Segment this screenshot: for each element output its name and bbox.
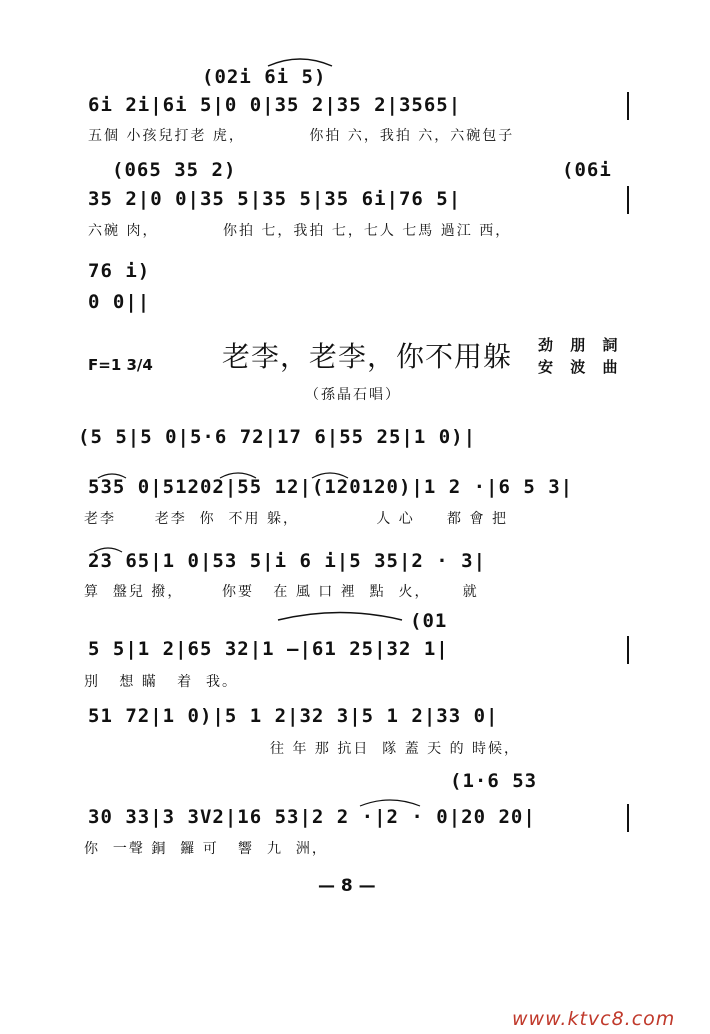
composer-credit: 安 波 曲 [538,358,624,376]
lyric-row-8: 往 年 那 抗日 隊 蓋 天 的 時候， [270,741,521,757]
notation-row-4: (5 5|5 0|5·6 72|17 6|55 25|1 0)| [78,426,477,448]
barline [627,804,629,832]
lyric-row-5: 老李 老李 你 不用 躲， 人 心 都 會 把 [84,511,508,527]
intro-phrase-4: (01 [410,610,448,632]
notation-row-7: 5 5|1 2|65 32|1 —|61 25|32 1| [88,638,449,660]
key-signature: F=1 3/4 [88,356,153,374]
lyricist-credit: 劲 朋 詞 [538,336,624,354]
notation-row-8: 51 72|1 0)|5 1 2|32 3|5 1 2|33 0| [88,705,499,727]
lyric-row-2: 六碗 肉， 你拍 七，我拍 七，七人 七馬 過江 西， [88,223,512,239]
barline [627,186,629,214]
notation-row-3: 76 i) [88,260,151,282]
intro-phrase-2: (065 35 2) [112,159,237,181]
lyric-row-9: 你 一聲 銅 鑼 可 響 九 洲， [84,841,328,857]
notation-row-1: 6i 2i|6i 5|0 0|35 2|35 2|3565| [88,94,462,116]
barline [627,636,629,664]
lyric-row-7: 別 想 瞞 着 我。 [84,674,239,690]
notation-row-9: 30 33|3 3V2|16 53|2 2 ·|2 · 0|20 20| [88,806,536,828]
notation-row-2: 35 2|0 0|35 5|35 5|35 6i|76 5| [88,188,462,210]
song-title: 老李，老李，你不用躲 [222,340,513,373]
singer-credit: （孫晶石唱） [305,387,401,403]
barline [627,92,629,120]
notation-row-5: 535 0|51202|55 12|(120120)|1 2 ·|6 5 3| [88,476,574,498]
ending-rest: 0 0|| [88,291,151,313]
lyric-row-6: 算 盤兒 撥， 你要 在 風 口 裡 點 火， 就 [84,584,479,600]
page-number: — 8 — [318,876,376,896]
watermark: www.ktvc8.com [512,1008,676,1030]
intro-phrase-3: (06i [562,159,612,181]
intro-phrase-5: (1·6 53 [450,770,538,792]
notation-row-6: 23 65|1 0|53 5|i 6 i|5 35|2 · 3| [88,550,487,572]
intro-phrase-1: (02i 6i 5) [202,66,327,88]
lyric-row-1: 五個 小孩兒打老 虎， 你拍 六，我拍 六，六碗包子 [88,128,515,144]
